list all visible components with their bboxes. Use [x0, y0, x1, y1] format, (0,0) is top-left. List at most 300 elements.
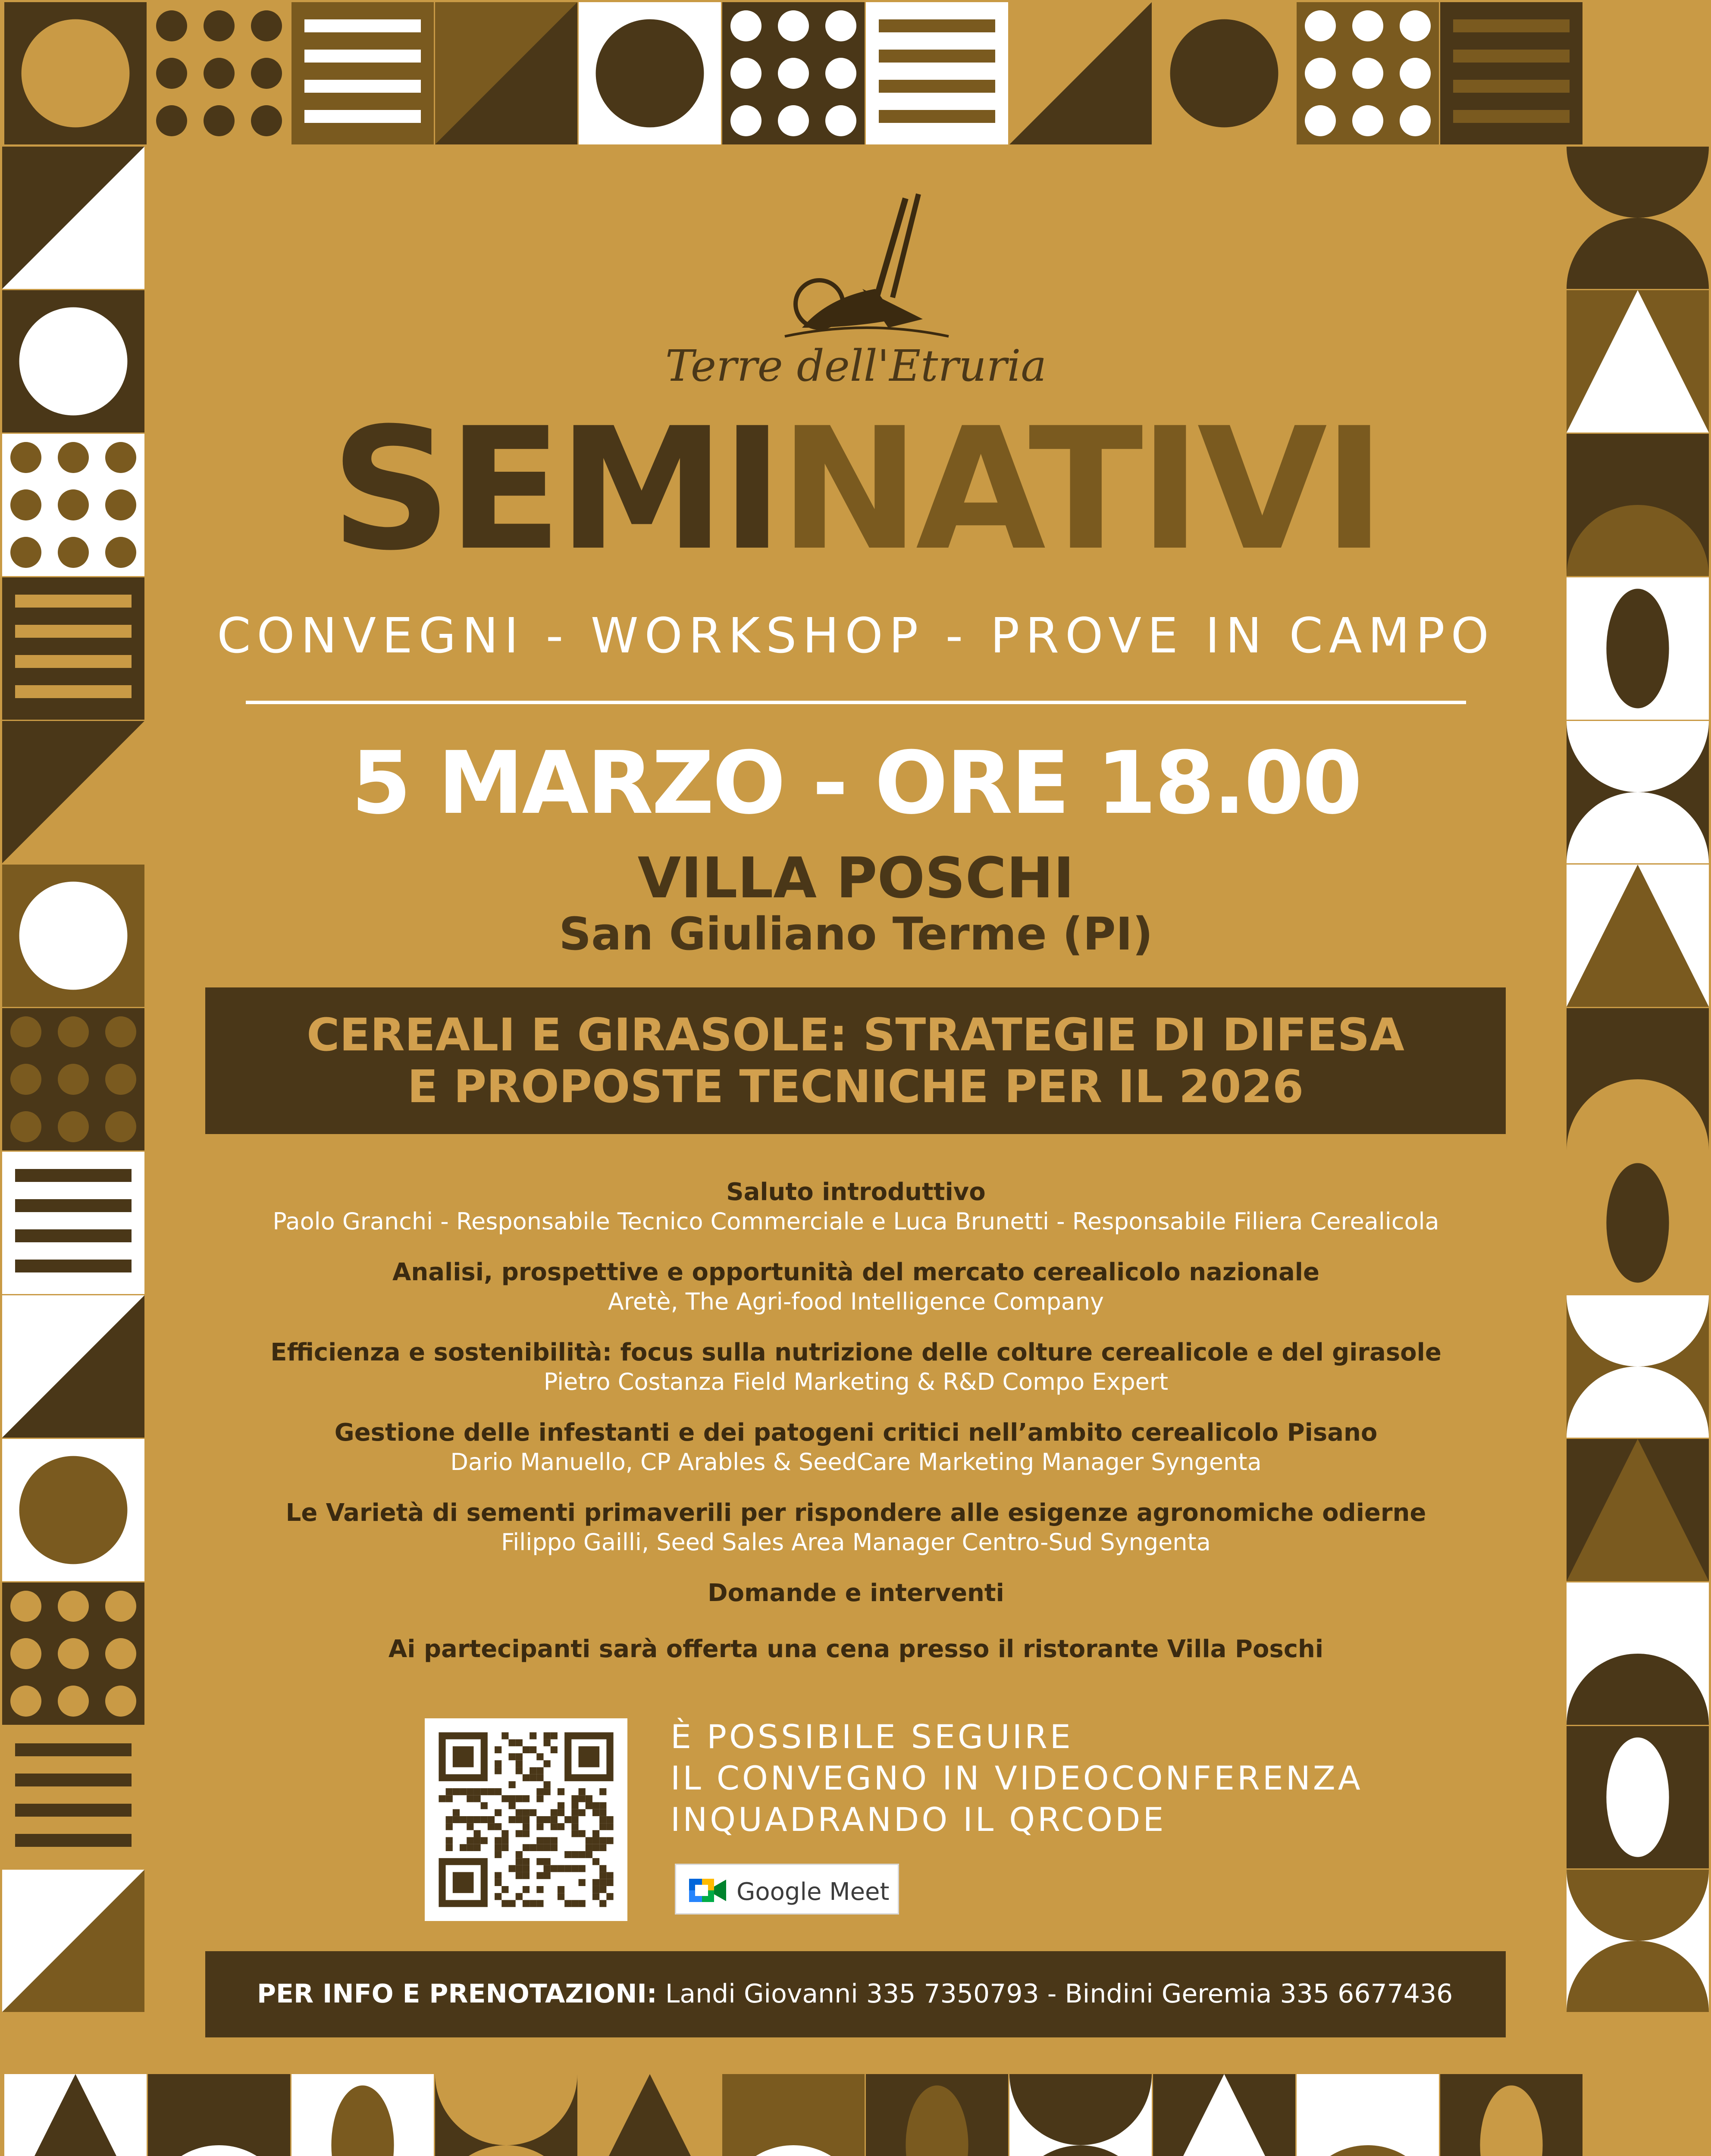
frame-tile-shape: [15, 1260, 132, 1272]
qr-module: [536, 1886, 543, 1893]
frame-tile-shape: [148, 2074, 290, 2156]
frame-tile-shape: [304, 80, 421, 93]
frame-tile-shape: [105, 1016, 136, 1047]
qr-module: [571, 1795, 578, 1802]
frame-tile-shape: [1305, 58, 1336, 89]
qr-module: [446, 1816, 453, 1823]
qr-module: [544, 1732, 551, 1739]
qr-module: [495, 1809, 501, 1816]
qr-module: [579, 1788, 586, 1795]
qr-module: [571, 1816, 578, 1823]
qr-module: [473, 1816, 480, 1823]
frame-tile-shape: [1305, 105, 1336, 136]
qr-module: [592, 1893, 599, 1900]
qr-module: [571, 1865, 578, 1872]
qr-module: [516, 1795, 523, 1802]
frame-tile-shape: [105, 489, 136, 520]
qr-module: [551, 1732, 558, 1739]
qr-module: [599, 1886, 606, 1893]
qr-module: [579, 1900, 586, 1907]
qr-module: [606, 1879, 613, 1886]
qr-module: [467, 1837, 473, 1844]
frame-tile-shape: [15, 1199, 132, 1212]
qr-module: [551, 1823, 558, 1830]
frame-tile-shape: [15, 1834, 132, 1847]
title-part-1: SEMI: [330, 392, 780, 587]
agenda-heading: Analisi, prospettive e opportunità del mercato cerealicolo nazionale: [392, 1258, 1319, 1286]
qr-module: [579, 1746, 600, 1767]
qr-module: [523, 1900, 530, 1907]
qr-module: [592, 1837, 599, 1844]
frame-tile-shape: [1606, 589, 1669, 708]
qr-module: [523, 1886, 530, 1893]
qr-module: [501, 1830, 508, 1837]
qr-module: [467, 1795, 473, 1802]
frame-tile-shape: [204, 10, 235, 41]
qr-module: [558, 1823, 564, 1830]
qr-module: [495, 1851, 501, 1858]
qr-module: [551, 1816, 558, 1823]
qr-module: [467, 1844, 473, 1851]
frame-tile-shape: [251, 58, 282, 89]
qr-module: [501, 1886, 508, 1893]
qr-module: [558, 1865, 564, 1872]
frame-tile-shape: [58, 537, 89, 568]
frame-tile-shape: [58, 1111, 89, 1142]
qr-module: [501, 1732, 508, 1739]
qr-module: [579, 1879, 586, 1886]
qr-module: [558, 1788, 564, 1795]
qr-module: [516, 1739, 523, 1746]
qr-module: [488, 1823, 495, 1830]
frame-tile-shape: [730, 10, 761, 41]
frame-tile-shape: [58, 1016, 89, 1047]
qr-module: [551, 1844, 558, 1851]
qr-module: [481, 1837, 488, 1844]
frame-tile-shape: [730, 58, 761, 89]
frame-tile-shape: [304, 110, 421, 123]
qr-module: [558, 1893, 564, 1900]
frame-tile-shape: [879, 19, 995, 32]
frame-tile-shape: [19, 307, 128, 416]
qr-module: [495, 1879, 501, 1886]
qr-module: [579, 1830, 586, 1837]
frame-tile-shape: [730, 105, 761, 136]
info-label: PER INFO E PRENOTAZIONI:: [257, 1979, 657, 2009]
qr-module: [551, 1809, 558, 1816]
frame-tile-shape: [156, 10, 187, 41]
qr-module: [530, 1774, 536, 1781]
qr-module: [599, 1879, 606, 1886]
qr-module: [536, 1872, 543, 1879]
frame-tile-shape: [22, 19, 130, 128]
frame-tile-shape: [58, 1064, 89, 1095]
frame-tile-shape: [1400, 58, 1431, 89]
frame-tile-shape: [105, 1638, 136, 1669]
qr-module: [586, 1837, 592, 1844]
frame-tile-shape: [105, 1591, 136, 1622]
frame-tile-shape: [304, 19, 421, 32]
qr-module: [460, 1816, 467, 1823]
qr-module: [544, 1858, 551, 1865]
qr-module: [558, 1809, 564, 1816]
video-line-1: È POSSIBILE SEGUIRE: [671, 1717, 1073, 1756]
qr-module: [446, 1823, 453, 1830]
qr-module: [481, 1788, 488, 1795]
qr-module: [586, 1802, 592, 1809]
frame-tile-shape: [105, 1064, 136, 1095]
qr-module: [508, 1753, 515, 1760]
qr-module: [473, 1788, 480, 1795]
frame-tile-shape: [105, 442, 136, 473]
qr-module: [558, 1802, 564, 1809]
qr-module: [599, 1823, 606, 1830]
qr-module: [508, 1802, 515, 1809]
frame-tile-shape: [1352, 58, 1383, 89]
qr-module: [530, 1844, 536, 1851]
qr-module: [551, 1837, 558, 1844]
qr-module: [592, 1830, 599, 1837]
qr-module: [516, 1809, 523, 1816]
frame-tile-shape: [722, 2074, 865, 2156]
qr-module: [586, 1851, 592, 1858]
qr-module: [473, 1795, 480, 1802]
qr-module: [579, 1851, 586, 1858]
theme-line-2: E PROPOSTE TECNICHE PER IL 2026: [407, 1060, 1304, 1113]
frame-tile-shape: [58, 1591, 89, 1622]
qr-code-graphic: [425, 1718, 627, 1921]
qr-module: [495, 1788, 501, 1795]
qr-module: [536, 1795, 543, 1802]
qr-module: [495, 1760, 501, 1767]
frame-tile-shape: [1453, 50, 1570, 63]
frame-tile-shape: [105, 1686, 136, 1717]
qr-module: [536, 1788, 543, 1795]
event-title: [147, 392, 1565, 587]
qr-module: [516, 1767, 523, 1774]
qr-module: [530, 1732, 536, 1739]
frame-tile-shape: [105, 1111, 136, 1142]
qr-module: [460, 1788, 467, 1795]
frame-tile-shape: [10, 1064, 41, 1095]
qr-module: [508, 1900, 515, 1907]
agenda-speakers: Dario Manuello, CP Arables & SeedCare Marketing Manager Syngenta: [450, 1448, 1262, 1476]
qr-module: [508, 1816, 515, 1823]
qr-module: [536, 1767, 543, 1774]
qr-module: [516, 1816, 523, 1823]
qr-module: [446, 1795, 453, 1802]
qr-module: [579, 1809, 586, 1816]
qr-module: [536, 1753, 543, 1760]
qr-module: [495, 1767, 501, 1774]
qr-module: [592, 1809, 599, 1816]
qr-module: [592, 1886, 599, 1893]
agenda-heading: Saluto introduttivo: [726, 1178, 986, 1206]
qr-module: [488, 1816, 495, 1823]
qr-module: [508, 1739, 515, 1746]
frame-tile-shape: [10, 1016, 41, 1047]
qr-module: [606, 1872, 613, 1879]
frame-tile-shape: [10, 489, 41, 520]
qr-module: [508, 1865, 515, 1872]
video-line-3: INQUADRANDO IL QRCODE: [671, 1800, 1166, 1839]
frame-tile-shape: [1400, 105, 1431, 136]
qr-module: [516, 1893, 523, 1900]
frame-tile-shape: [251, 10, 282, 41]
frame-tile-shape: [15, 685, 132, 698]
qr-module: [523, 1823, 530, 1830]
frame-tile-shape: [825, 105, 856, 136]
qr-module: [530, 1809, 536, 1816]
qr-module: [467, 1788, 473, 1795]
qr-module: [523, 1830, 530, 1837]
info-bar: [205, 1951, 1506, 2037]
qr-module: [571, 1900, 578, 1907]
qr-module: [446, 1837, 453, 1844]
qr-module: [473, 1844, 480, 1851]
qr-module: [516, 1851, 523, 1858]
info-text: [257, 1979, 1453, 2009]
frame-tile-shape: [596, 19, 704, 128]
frame-tile-shape: [1606, 1737, 1669, 1857]
frame-tile-shape: [304, 50, 421, 63]
frame-tile-shape: [1400, 10, 1431, 41]
frame-tile-shape: [15, 595, 132, 608]
qr-module: [530, 1767, 536, 1774]
qr-module: [558, 1886, 564, 1893]
qr-module: [599, 1802, 606, 1809]
brand-name: Terre dell'Etruria: [665, 341, 1047, 391]
divider: [246, 701, 1466, 704]
frame-tile-shape: [19, 882, 128, 990]
frame-tile-shape: [879, 50, 995, 63]
qr-module: [592, 1858, 599, 1865]
frame-tile-shape: [1606, 1163, 1669, 1282]
frame-tile-shape: [15, 1804, 132, 1817]
qr-module: [495, 1872, 501, 1879]
event-date: 5 MARZO - ORE 18.00: [351, 733, 1361, 834]
qr-module: [523, 1795, 530, 1802]
frame-tile-shape: [10, 537, 41, 568]
qr-module: [551, 1865, 558, 1872]
qr-module: [564, 1900, 571, 1907]
frame-tile-shape: [204, 58, 235, 89]
google-meet-icon: [689, 1874, 728, 1906]
qr-module: [564, 1851, 571, 1858]
qr-module: [516, 1872, 523, 1879]
qr-module: [467, 1823, 473, 1830]
qr-module: [544, 1872, 551, 1879]
qr-module: [439, 1795, 445, 1802]
agenda-speakers: Filippo Gailli, Seed Sales Area Manager Centro-Sud Syngenta: [501, 1529, 1211, 1556]
qr-module: [508, 1795, 515, 1802]
frame-tile-shape: [10, 442, 41, 473]
qr-module: [571, 1809, 578, 1816]
frame-tile-shape: [1453, 19, 1570, 32]
qr-module: [516, 1830, 523, 1837]
frame-tile-shape: [1297, 2074, 1439, 2156]
qr-code-icon[interactable]: [425, 1718, 627, 1921]
plough-icon: [776, 190, 957, 341]
frame-tile-shape: [1453, 110, 1570, 123]
qr-module: [571, 1830, 578, 1837]
qr-module: [536, 1844, 543, 1851]
qr-module: [544, 1865, 551, 1872]
qr-module: [599, 1844, 606, 1851]
agenda-heading: Gestione delle infestanti e dei patogeni critici nell’ambito cerealicolo Pisano: [334, 1419, 1378, 1447]
qr-module: [606, 1816, 613, 1823]
qr-module: [523, 1872, 530, 1879]
frame-tile-shape: [1352, 10, 1383, 41]
frame-tile-shape: [58, 442, 89, 473]
qr-module: [473, 1837, 480, 1844]
qr-module: [508, 1781, 515, 1788]
qr-module: [564, 1865, 571, 1872]
google-meet-badge[interactable]: [675, 1864, 899, 1915]
agenda-heading: Efficienza e sostenibilità: focus sulla nutrizione delle colture cerealicole e del girasole: [270, 1338, 1442, 1366]
frame-tile-shape: [778, 10, 809, 41]
qr-module: [516, 1753, 523, 1760]
qr-module: [473, 1830, 480, 1837]
frame-tile-shape: [1305, 10, 1336, 41]
qr-module: [453, 1788, 460, 1795]
qr-module: [592, 1879, 599, 1886]
frame-tile-shape: [10, 1111, 41, 1142]
qr-module: [599, 1900, 606, 1907]
qr-module: [586, 1844, 592, 1851]
frame-tile-shape: [778, 58, 809, 89]
qr-module: [544, 1760, 551, 1767]
qr-module: [501, 1844, 508, 1851]
qr-module: [536, 1858, 543, 1865]
qr-module: [544, 1739, 551, 1746]
qr-module: [453, 1746, 474, 1767]
frame-tile-shape: [15, 655, 132, 668]
frame-tile-shape: [156, 58, 187, 89]
frame-tile-shape: [825, 58, 856, 89]
frame-tile-shape: [879, 110, 995, 123]
qr-module: [564, 1816, 571, 1823]
video-line-2: IL CONVEGNO IN VIDEOCONFERENZA: [671, 1759, 1363, 1797]
qr-module: [453, 1872, 474, 1893]
frame-tile-shape: [251, 105, 282, 136]
qr-module: [523, 1746, 530, 1753]
qr-module: [544, 1837, 551, 1844]
qr-module: [579, 1865, 586, 1872]
frame-tile-shape: [156, 105, 187, 136]
qr-module: [592, 1844, 599, 1851]
frame-tile-shape: [15, 1774, 132, 1786]
frame-tile-shape: [15, 1169, 132, 1182]
qr-module: [530, 1746, 536, 1753]
qr-module: [523, 1865, 530, 1872]
qr-module: [495, 1837, 501, 1844]
qr-module: [481, 1802, 488, 1809]
qr-module: [544, 1844, 551, 1851]
frame-tile-shape: [1352, 105, 1383, 136]
frame-tile-shape: [105, 537, 136, 568]
agenda-speakers: Aretè, The Agri-food Intelligence Company: [608, 1288, 1104, 1315]
qr-module: [446, 1788, 453, 1795]
qr-module: [586, 1795, 592, 1802]
qr-module: [599, 1816, 606, 1823]
qr-module: [571, 1802, 578, 1809]
qr-module: [536, 1774, 543, 1781]
qr-module: [453, 1809, 460, 1816]
qr-module: [536, 1837, 543, 1844]
qr-module: [536, 1900, 543, 1907]
title-part-2: NATIVI: [779, 392, 1382, 587]
qr-module: [592, 1802, 599, 1809]
frame-tile-shape: [15, 1229, 132, 1242]
qr-module: [523, 1816, 530, 1823]
qr-module: [453, 1816, 460, 1823]
agenda-speakers: Pietro Costanza Field Marketing & R&D Compo Expert: [543, 1368, 1169, 1395]
qr-module: [579, 1795, 586, 1802]
qr-module: [523, 1774, 530, 1781]
frame-tile-shape: [204, 105, 235, 136]
qr-module: [488, 1788, 495, 1795]
qr-module: [544, 1816, 551, 1823]
qr-module: [467, 1816, 473, 1823]
qr-module: [536, 1823, 543, 1830]
questions-note: Domande e interventi: [708, 1579, 1004, 1607]
frame-tile-shape: [15, 1743, 132, 1756]
google-meet-label: Google Meet: [736, 1878, 890, 1906]
qr-module: [495, 1746, 501, 1753]
frame-tile-shape: [1170, 19, 1279, 128]
frame-tile-shape: [58, 1638, 89, 1669]
qr-module: [495, 1823, 501, 1830]
frame-tile-shape: [879, 80, 995, 93]
frame-tile-shape: [58, 489, 89, 520]
qr-module: [599, 1809, 606, 1816]
qr-module: [544, 1788, 551, 1795]
theme-line-1: CEREALI E GIRASOLE: STRATEGIE DI DIFESA: [307, 1009, 1404, 1061]
venue-name: VILLA POSCHI: [637, 845, 1075, 911]
dinner-note: Ai partecipanti sarà offerta una cena presso il ristorante Villa Poschi: [388, 1635, 1324, 1663]
info-contacts: Landi Giovanni 335 7350793 - Bindini Geremia 335 6677436: [665, 1979, 1453, 2009]
agenda-speakers: Paolo Granchi - Responsabile Tecnico Commerciale e Luca Brunetti - Responsabile Filiera Cerealicola: [273, 1208, 1439, 1235]
agenda-heading: Le Varietà di sementi primaverili per rispondere alle esigenze agronomiche odierne: [285, 1499, 1426, 1527]
frame-tile-shape: [778, 105, 809, 136]
qr-module: [501, 1900, 508, 1907]
qr-module: [599, 1837, 606, 1844]
qr-module: [571, 1823, 578, 1830]
event-subtitle: CONVEGNI - WORKSHOP - PROVE IN CAMPO: [217, 608, 1495, 664]
qr-module: [544, 1781, 551, 1788]
qr-module: [460, 1844, 467, 1851]
qr-module: [523, 1844, 530, 1851]
agenda: [147, 1177, 1565, 1690]
qr-module: [481, 1816, 488, 1823]
qr-module: [501, 1795, 508, 1802]
venue-place: San Giuliano Terme (PI): [559, 908, 1153, 960]
frame-tile-shape: [19, 1456, 128, 1564]
video-instructions: [671, 1716, 1363, 1840]
qr-module: [495, 1893, 501, 1900]
qr-module: [495, 1844, 501, 1851]
qr-module: [523, 1809, 530, 1816]
frame-tile-shape: [10, 1638, 41, 1669]
qr-module: [536, 1816, 543, 1823]
qr-module: [530, 1900, 536, 1907]
qr-module: [599, 1872, 606, 1879]
qr-module: [516, 1858, 523, 1865]
qr-module: [571, 1851, 578, 1858]
qr-module: [523, 1858, 530, 1865]
qr-module: [516, 1760, 523, 1767]
